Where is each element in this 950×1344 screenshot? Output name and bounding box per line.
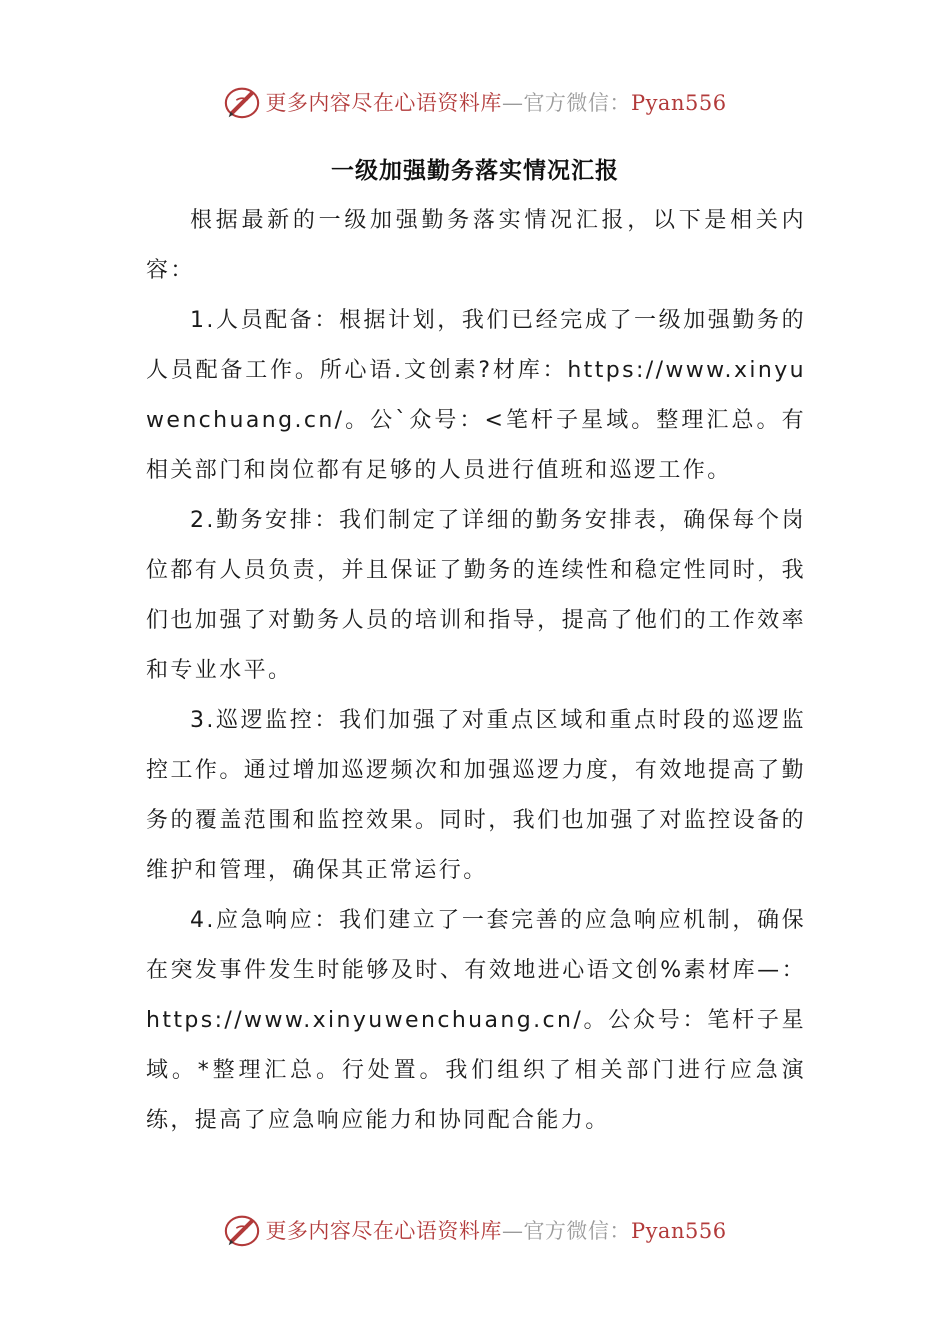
paragraph-duty-schedule: 2.勤务安排：我们制定了详细的勤务安排表，确保每个岗位都有人员负责，并且保证了勤务的连续性和稳定性同时，我们也加强了对勤务人员的培训和指导，提高了他们的工作效率和专业水平。 bbox=[146, 508, 806, 683]
footer-banner-sep: —官方微信： bbox=[501, 1219, 631, 1243]
header-banner-id: Pyan556 bbox=[630, 91, 727, 115]
header-banner-text bbox=[265, 87, 726, 117]
header-banner-main: 更多内容尽在心语资料库 bbox=[265, 91, 502, 115]
footer-banner-text bbox=[265, 1215, 726, 1245]
pen-logo-icon bbox=[223, 83, 261, 121]
footer-banner-id: Pyan556 bbox=[630, 1219, 727, 1243]
header-banner-sep: —官方微信： bbox=[501, 91, 631, 115]
paragraph-emergency: 4.应急响应：我们建立了一套完善的应急响应机制，确保在突发事件发生时能够及时、有效地进心语文创%素材库—：https://www.xinyuwenchuang.cn/。公众号：笔杆子星域。*整理汇总。行处置。我们组织了相关部门进行应急演练，提高了应急响应能力和协同配合能力。 bbox=[146, 908, 806, 1133]
footer-banner-main: 更多内容尽在心语资料库 bbox=[265, 1219, 502, 1243]
footer-watermark-banner bbox=[0, 1208, 950, 1252]
header-watermark-banner bbox=[0, 80, 950, 124]
paragraph-intro: 根据最新的一级加强勤务落实情况汇报，以下是相关内容： bbox=[146, 208, 806, 283]
document-body bbox=[146, 196, 806, 1146]
document-title: 一级加强勤务落实情况汇报 bbox=[331, 158, 619, 184]
paragraph-patrol: 3.巡逻监控：我们加强了对重点区域和重点时段的巡逻监控工作。通过增加巡逻频次和加强巡逻力度，有效地提高了勤务的覆盖范围和监控效果。同时，我们也加强了对监控设备的维护和管理，确保其正常运行。 bbox=[146, 708, 806, 883]
paragraph-staffing: 1.人员配备：根据计划，我们已经完成了一级加强勤务的人员配备工作。所心语.文创素?材库：https://www.xinyuwenchuang.cn/。公`众号：<笔杆子星域。整理汇总。有相关部门和岗位都有足够的人员进行值班和巡逻工作。 bbox=[146, 308, 806, 483]
pen-logo-icon bbox=[223, 1211, 261, 1249]
